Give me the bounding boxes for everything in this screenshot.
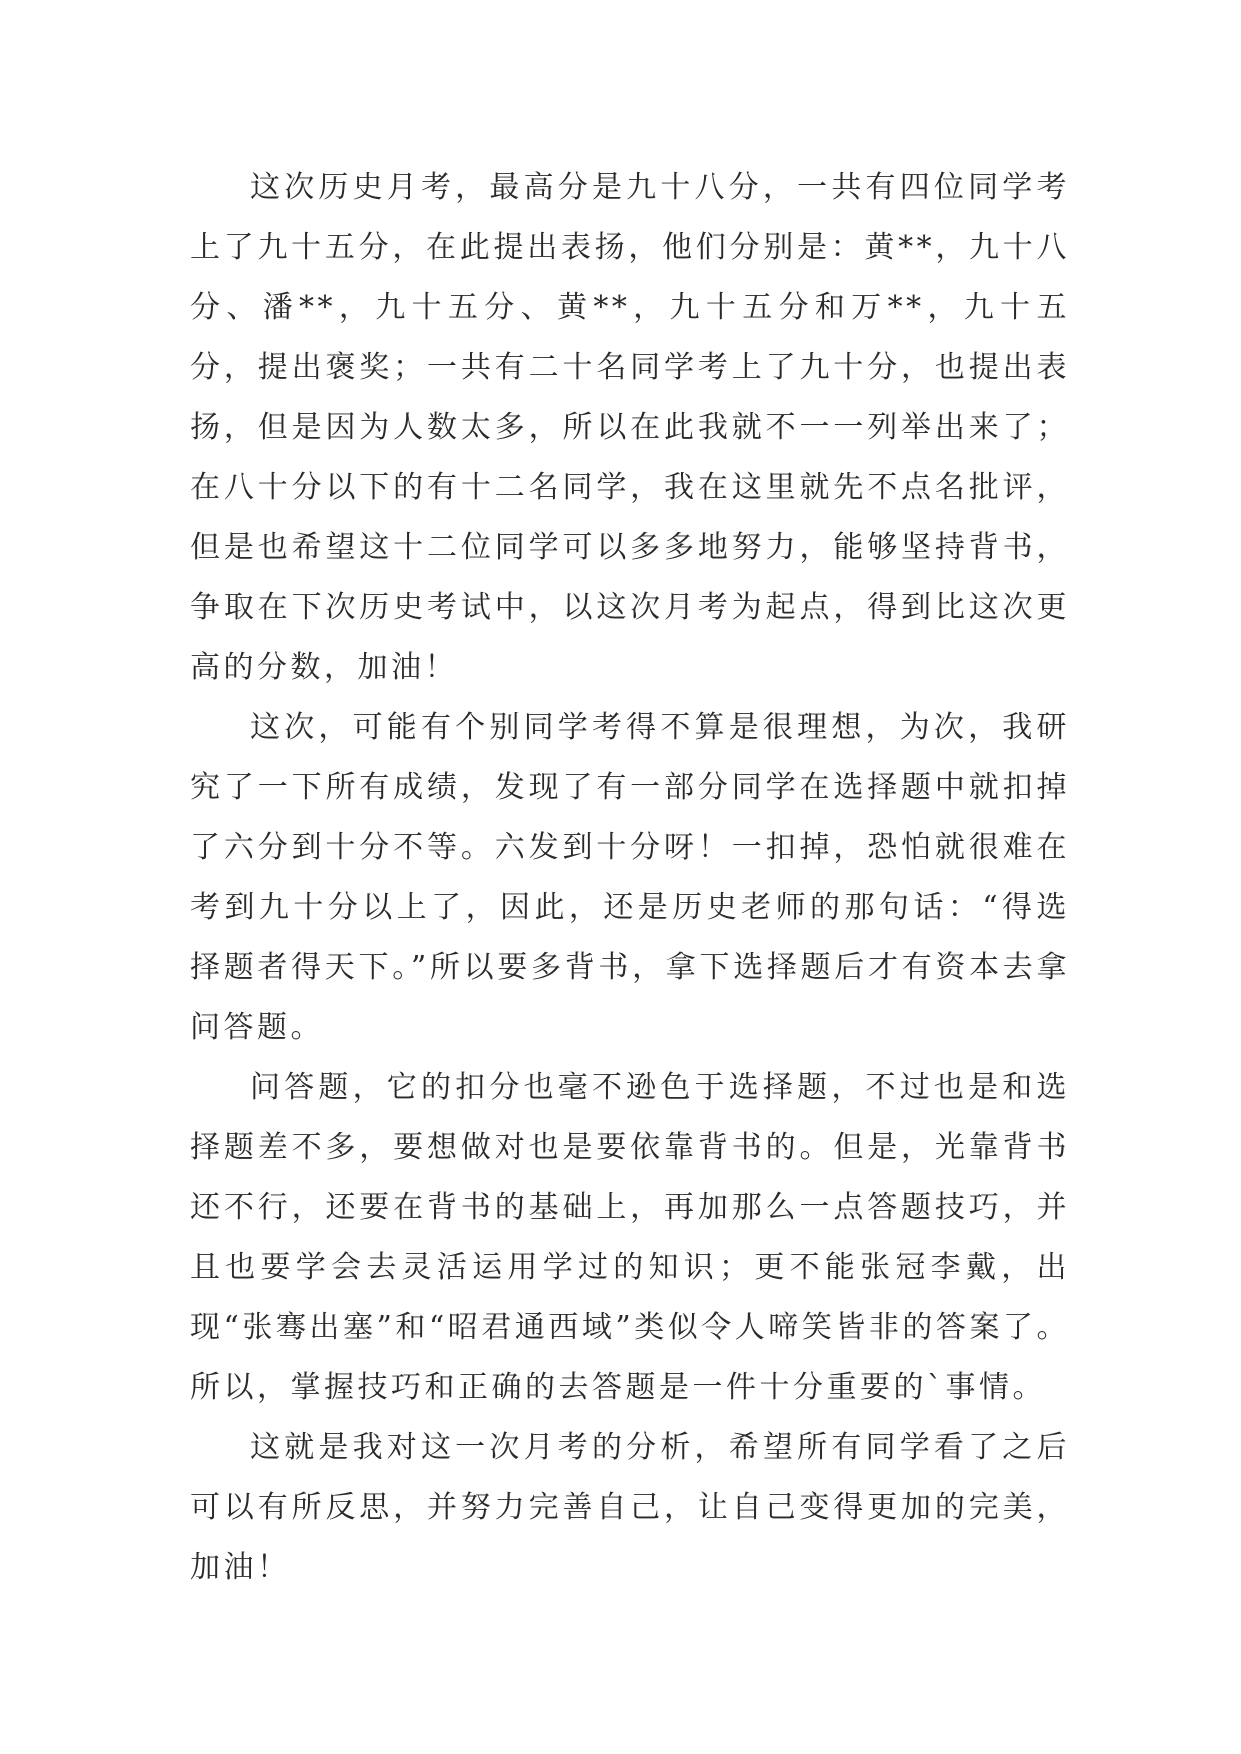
document-body [190,158,1070,1598]
paragraph-4: 这就是我对这一次月考的分析，希望所有同学看了之后可以有所反思，并努力完善自己，让自己变得更加的完美，加油！ [190,1430,1070,1585]
paragraph-2: 这次，可能有个别同学考得不算是很理想，为次，我研究了一下所有成绩，发现了有一部分同学在选择题中就扣掉了六分到十分不等。六发到十分呀！一扣掉，恐怕就很难在考到九十分以上了，因此，还是历史老师的那句话：“得选择题者得天下。”所以要多背书，拿下选择题后才有资本去拿问答题。 [190,710,1070,1045]
paragraph-3: 问答题，它的扣分也毫不逊色于选择题，不过也是和选择题差不多，要想做对也是要依靠背书的。但是，光靠背书还不行，还要在背书的基础上，再加那么一点答题技巧，并且也要学会去灵活运用学过的知识；更不能张冠李戴，出现“张骞出塞”和“昭君通西域”类似令人啼笑皆非的答案了。所以，掌握技巧和正确的去答题是一件十分重要的`事情。 [190,1070,1070,1405]
paragraph-1: 这次历史月考，最高分是九十八分，一共有四位同学考上了九十五分，在此提出表扬，他们分别是：黄**，九十八分、潘**，九十五分、黄**，九十五分和万**，九十五分，提出褒奖；一共有二十名同学考上了九十分，也提出表扬，但是因为人数太多，所以在此我就不一一列举出来了；在八十分以下的有十二名同学，我在这里就先不点名批评，但是也希望这十二位同学可以多多地努力，能够坚持背书，争取在下次历史考试中，以这次月考为起点，得到比这次更高的分数，加油！ [190,170,1070,685]
